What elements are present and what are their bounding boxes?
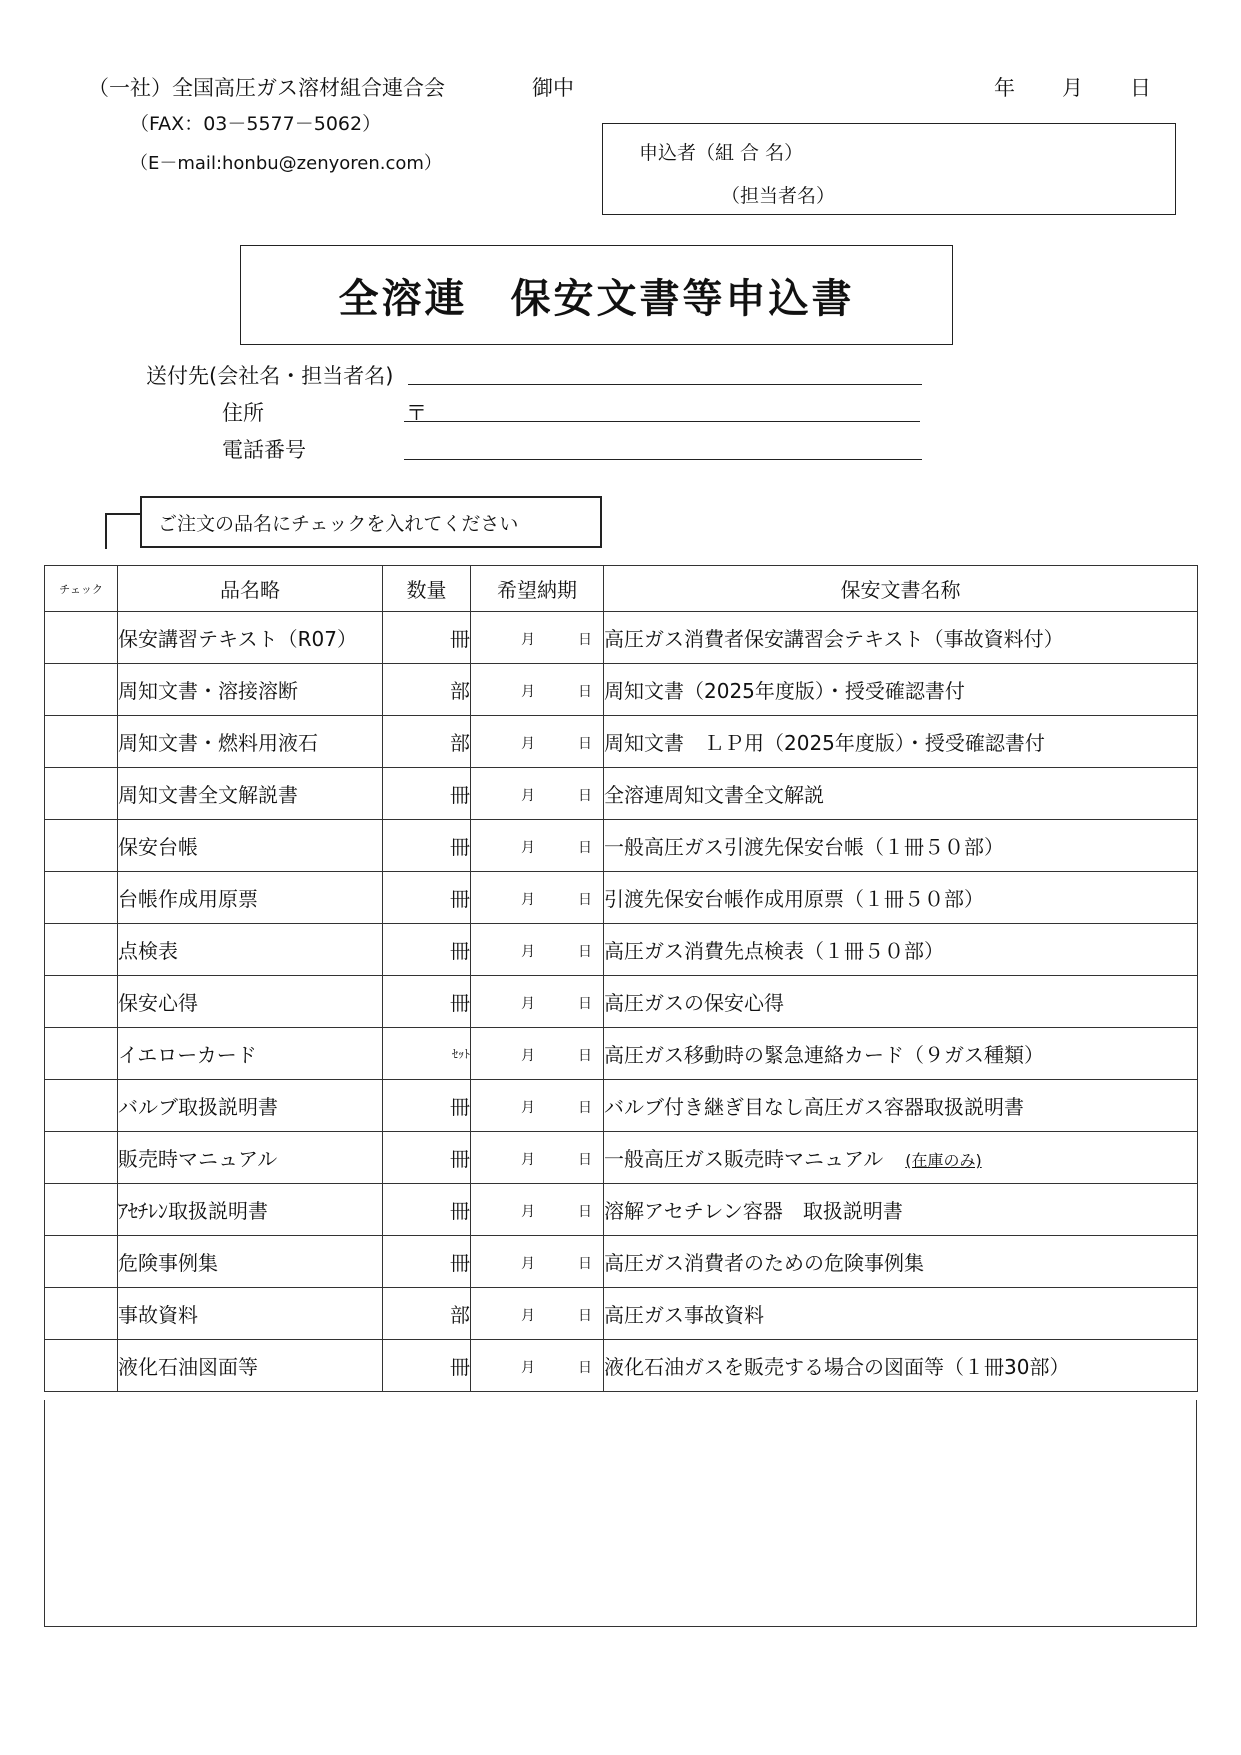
delivery-date-cell[interactable]: [471, 716, 604, 768]
doc-name: 周知文書 ＬＰ用（2025年度版）・授受確認書付: [604, 731, 1045, 755]
recipient-name: （一社）全国高圧ガス溶材組合連合会: [88, 76, 445, 100]
table-row: [45, 1288, 1198, 1340]
qty-unit: 冊: [450, 1147, 470, 1171]
qty-cell[interactable]: [383, 664, 471, 716]
day-label: 日: [578, 736, 592, 752]
doc-name-cell: [604, 716, 1198, 768]
table-row: [45, 872, 1198, 924]
qty-unit: 冊: [450, 939, 470, 963]
qty-unit: 部: [450, 731, 470, 755]
short-name-cell: バルブ取扱説明書: [118, 1080, 383, 1132]
day-label: 日: [578, 996, 592, 1012]
doc-name: 一般高圧ガス販売時マニュアル: [604, 1147, 884, 1171]
short-name-cell: 周知文書全文解説書: [118, 768, 383, 820]
delivery-date-cell[interactable]: [471, 1028, 604, 1080]
doc-name-cell: [604, 612, 1198, 664]
table-row: [45, 924, 1198, 976]
date-year-label: 年: [994, 76, 1015, 100]
doc-name: 一般高圧ガス引渡先保安台帳（１冊５０部）: [604, 835, 1004, 859]
month-label: 月: [521, 788, 535, 804]
doc-name-cell: [604, 820, 1198, 872]
notice-text: ご注文の品名にチェックを入れてください: [158, 512, 519, 535]
short-name-cell: 液化石油図面等: [118, 1340, 383, 1392]
table-row: [45, 1236, 1198, 1288]
doc-name: 高圧ガスの保安心得: [604, 991, 784, 1015]
doc-name: 溶解アセチレン容器 取扱説明書: [604, 1199, 903, 1223]
qty-cell[interactable]: [383, 1184, 471, 1236]
qty-cell[interactable]: [383, 872, 471, 924]
month-label: 月: [521, 1048, 535, 1064]
qty-cell[interactable]: [383, 924, 471, 976]
table-row: [45, 1028, 1198, 1080]
check-cell[interactable]: [45, 664, 118, 716]
month-label: 月: [521, 944, 535, 960]
check-cell[interactable]: [45, 1340, 118, 1392]
doc-name-cell: [604, 664, 1198, 716]
table-row: [45, 1132, 1198, 1184]
short-name-cell: ｱｾﾁﾚﾝ取扱説明書: [118, 1184, 383, 1236]
table-row: [45, 820, 1198, 872]
table-row: [45, 664, 1198, 716]
recipient-honorific: 御中: [532, 76, 574, 100]
doc-name-cell: [604, 1184, 1198, 1236]
doc-name-cell: [604, 768, 1198, 820]
fax-number: （FAX：03－5577－5062）: [130, 113, 382, 135]
qty-cell[interactable]: [383, 768, 471, 820]
day-label: 日: [578, 944, 592, 960]
check-cell[interactable]: [45, 976, 118, 1028]
day-label: 日: [578, 1100, 592, 1116]
qty-cell[interactable]: [383, 820, 471, 872]
day-label: 日: [578, 684, 592, 700]
day-label: 日: [578, 1204, 592, 1220]
check-cell[interactable]: [45, 612, 118, 664]
short-name-cell: 周知文書・溶接溶断: [118, 664, 383, 716]
order-table: [44, 565, 1198, 1392]
doc-name-cell: [604, 872, 1198, 924]
table-row: [45, 1184, 1198, 1236]
qty-unit: 部: [450, 1303, 470, 1327]
doc-name: 高圧ガス事故資料: [604, 1303, 764, 1327]
delivery-date-cell[interactable]: [471, 1236, 604, 1288]
day-label: 日: [578, 1308, 592, 1324]
qty-cell[interactable]: [383, 976, 471, 1028]
qty-unit: 冊: [450, 835, 470, 859]
check-cell[interactable]: [45, 1288, 118, 1340]
delivery-date-cell[interactable]: [471, 1288, 604, 1340]
qty-unit: 冊: [450, 1199, 470, 1223]
qty-cell[interactable]: [383, 1132, 471, 1184]
doc-name-cell: [604, 1340, 1198, 1392]
short-name-cell: 危険事例集: [118, 1236, 383, 1288]
delivery-date-cell[interactable]: [471, 1184, 604, 1236]
applicant-org-label: 申込者（組 合 名）: [639, 142, 804, 164]
check-cell[interactable]: [45, 820, 118, 872]
header-short-name: 品名略: [118, 566, 383, 612]
doc-name-cell: [604, 976, 1198, 1028]
delivery-date-cell[interactable]: [471, 1340, 604, 1392]
doc-name: 高圧ガス消費者のための危険事例集: [604, 1251, 924, 1275]
short-name-cell: 保安心得: [118, 976, 383, 1028]
qty-cell[interactable]: [383, 1236, 471, 1288]
delivery-date-cell[interactable]: [471, 872, 604, 924]
short-name-cell: 保安講習テキスト（R07）: [118, 612, 383, 664]
table-row: [45, 612, 1198, 664]
month-label: 月: [521, 892, 535, 908]
day-label: 日: [578, 632, 592, 648]
doc-name: 高圧ガス移動時の緊急連絡カード（９ガス種類）: [604, 1043, 1044, 1067]
applicant-box: [602, 123, 1176, 215]
address-label: 住所: [222, 401, 264, 425]
short-name-cell: 事故資料: [118, 1288, 383, 1340]
short-name-cell: 点検表: [118, 924, 383, 976]
check-cell[interactable]: [45, 716, 118, 768]
doc-name-cell: [604, 1288, 1198, 1340]
delivery-date-cell[interactable]: [471, 664, 604, 716]
check-cell[interactable]: [45, 1132, 118, 1184]
header-qty: 数量: [383, 566, 471, 612]
date-day-label: 日: [1130, 76, 1151, 100]
qty-cell[interactable]: [383, 612, 471, 664]
short-name-cell: 保安台帳: [118, 820, 383, 872]
qty-unit: 冊: [450, 783, 470, 807]
month-label: 月: [521, 1204, 535, 1220]
header-check: チェック: [45, 566, 118, 612]
table-row: [45, 1340, 1198, 1392]
month-label: 月: [521, 1152, 535, 1168]
delivery-date-cell[interactable]: [471, 612, 604, 664]
doc-name: 周知文書（2025年度版）・授受確認書付: [604, 679, 965, 703]
delivery-dest-label: 送付先(会社名・担当者名): [146, 364, 394, 388]
notice-corner-horizontal: [105, 513, 141, 515]
qty-unit: 冊: [450, 627, 470, 651]
month-label: 月: [521, 1308, 535, 1324]
table-row: [45, 716, 1198, 768]
check-cell[interactable]: [45, 872, 118, 924]
qty-unit: 部: [450, 679, 470, 703]
qty-unit: 冊: [450, 1095, 470, 1119]
notice-corner-vertical: [105, 513, 107, 549]
postal-mark: 〒: [406, 401, 427, 425]
table-row: [45, 1080, 1198, 1132]
short-name-cell: 周知文書・燃料用液石: [118, 716, 383, 768]
check-cell[interactable]: [45, 1184, 118, 1236]
day-label: 日: [578, 1048, 592, 1064]
month-label: 月: [521, 684, 535, 700]
short-name-cell: イエローカード: [118, 1028, 383, 1080]
check-cell[interactable]: [45, 1080, 118, 1132]
qty-cell[interactable]: [383, 716, 471, 768]
table-header-row: [45, 566, 1198, 612]
delivery-date-cell[interactable]: [471, 1080, 604, 1132]
qty-cell[interactable]: [383, 1288, 471, 1340]
phone-line[interactable]: [404, 459, 922, 460]
doc-name: 高圧ガス消費先点検表（１冊５０部）: [604, 939, 944, 963]
qty-cell[interactable]: [383, 1080, 471, 1132]
qty-cell[interactable]: [383, 1340, 471, 1392]
delivery-date-cell[interactable]: [471, 924, 604, 976]
doc-name: 全溶連周知文書全文解説: [604, 783, 824, 807]
day-label: 日: [578, 1152, 592, 1168]
short-name-cell: 販売時マニュアル: [118, 1132, 383, 1184]
email-address: （E－mail:honbu@zenyoren.com）: [130, 153, 442, 174]
qty-unit: 冊: [450, 887, 470, 911]
table-row: [45, 768, 1198, 820]
month-label: 月: [521, 736, 535, 752]
doc-name: バルブ付き継ぎ目なし高圧ガス容器取扱説明書: [604, 1095, 1024, 1119]
doc-name-cell: [604, 1236, 1198, 1288]
delivery-date-cell[interactable]: [471, 768, 604, 820]
doc-name-cell: [604, 1028, 1198, 1080]
form-title: 全溶連 保安文書等申込書: [338, 275, 855, 322]
month-label: 月: [521, 840, 535, 856]
month-label: 月: [521, 996, 535, 1012]
day-label: 日: [578, 840, 592, 856]
month-label: 月: [521, 1100, 535, 1116]
check-cell[interactable]: [45, 1236, 118, 1288]
qty-unit: 冊: [450, 1251, 470, 1275]
qty-unit: 冊: [450, 991, 470, 1015]
day-label: 日: [578, 1360, 592, 1376]
doc-name: 液化石油ガスを販売する場合の図面等（１冊30部）: [604, 1355, 1070, 1379]
qty-cell[interactable]: [383, 1028, 471, 1080]
month-label: 月: [521, 1256, 535, 1272]
doc-name-cell: [604, 1132, 1198, 1184]
delivery-date-cell[interactable]: [471, 976, 604, 1028]
month-label: 月: [521, 1360, 535, 1376]
doc-name: 引渡先保安台帳作成用原票（１冊５０部）: [604, 887, 984, 911]
address-line[interactable]: [404, 421, 920, 422]
notice-box: [140, 496, 602, 548]
doc-name-cell: [604, 1080, 1198, 1132]
table-row: [45, 976, 1198, 1028]
applicant-person-label: （担当者名）: [721, 185, 836, 207]
check-cell[interactable]: [45, 1028, 118, 1080]
delivery-date-cell[interactable]: [471, 820, 604, 872]
short-name-cell: 台帳作成用原票: [118, 872, 383, 924]
date-month-label: 月: [1062, 76, 1083, 100]
check-cell[interactable]: [45, 768, 118, 820]
qty-unit: 冊: [450, 1355, 470, 1379]
month-label: 月: [521, 632, 535, 648]
phone-label: 電話番号: [222, 438, 306, 462]
header-delivery-date: 希望納期: [471, 566, 604, 612]
doc-name-cell: [604, 924, 1198, 976]
doc-name: 高圧ガス消費者保安講習会テキスト（事故資料付）: [604, 627, 1064, 651]
day-label: 日: [578, 788, 592, 804]
delivery-date-cell[interactable]: [471, 1132, 604, 1184]
stock-note: (在庫のみ): [905, 1151, 982, 1170]
delivery-dest-line[interactable]: [408, 384, 922, 385]
header-doc-name: 保安文書名称: [604, 566, 1198, 612]
check-cell[interactable]: [45, 924, 118, 976]
day-label: 日: [578, 892, 592, 908]
day-label: 日: [578, 1256, 592, 1272]
qty-unit: ｾｯﾄ: [451, 1047, 470, 1061]
remarks-area[interactable]: [44, 1400, 1197, 1627]
form-title-box: [240, 245, 953, 345]
